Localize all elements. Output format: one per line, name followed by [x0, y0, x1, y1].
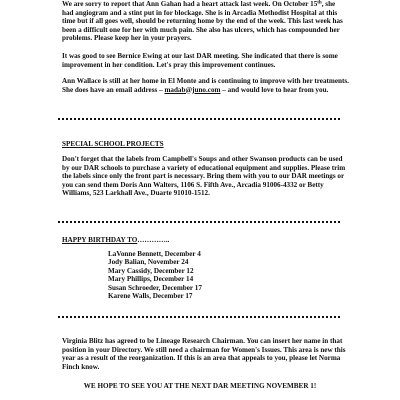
birthday-entry: LaVonne Bennett, December 4	[108, 250, 201, 258]
email-link[interactable]: madab@juno.com	[164, 85, 221, 94]
birthday-entry: Jody Balian, November 24	[108, 258, 189, 267]
health-news-line-3: time but if all goes well, should be returning home by the end of the week. This last week has	[62, 17, 343, 26]
special-projects-heading: SPECIAL SCHOOL PROJECTS	[62, 140, 164, 148]
birthday-heading: HAPPY BIRTHDAY TO	[62, 236, 138, 244]
birthday-entry: Susan Schroeder, December 17	[108, 283, 202, 292]
special-projects-line-5: Williams, 523 Larkhall Ave., Duarte 91010-1512.	[62, 189, 210, 198]
birthday-list	[108, 250, 202, 300]
birthday-heading-row: HAPPY BIRTHDAY TO…………..	[62, 236, 170, 244]
special-projects-line-1: Don't forget that the labels from Campbell's Soups and other Swanson products can be used	[62, 155, 343, 163]
special-projects-line-4: you can send them Doris Ann Walters, 1106 S. Fifth Ave., Arcadia 91006-4332 or Betty	[62, 180, 324, 189]
lineage-line-1: Virginia Blitz has agreed to be Lineage Research Chairman. You can insert her name in that	[62, 337, 343, 345]
section-divider	[58, 316, 340, 318]
closing-message: WE HOPE TO SEE YOU AT THE NEXT DAR MEETING NOVEMBER 1!	[83, 382, 317, 390]
ann-wallace-line-2: She does have an email address – madab@juno.com – and would love to hear from you.	[62, 85, 329, 94]
bernice-line-1: It was good to see Bernice Ewing at our last DAR meeting. She indicated that there is some	[62, 52, 338, 60]
section-divider	[58, 118, 340, 120]
lineage-line-4: Finch know.	[62, 362, 100, 371]
health-news-line-1: We are sorry to report that Ann Gahan had a heart attack last week. On October 15th, she	[62, 0, 336, 8]
lineage-line-3: year as a result of the reorganization. If this is an area that appeals to you, please let Norma	[62, 354, 341, 363]
ann-wallace-line-1: Ann Wallace is still at her home in El Monte and is continuing to improve with her treatments.	[62, 77, 349, 85]
lineage-line-2: position in your Directory. We still need a chairman for Women's Issues. This area is new this	[62, 345, 346, 354]
birthday-entry: Mary Cassidy, December 12	[108, 266, 194, 275]
health-news-line-4: been a difficult one for her with much pain. She also has ulcers, which has compounded her	[62, 25, 340, 34]
special-projects-line-3: the labels since only the front part is necessary. Bring them with you to our DAR meetings or	[62, 172, 345, 181]
birthday-entry: Karene Walls, December 17	[108, 292, 193, 301]
section-divider	[58, 221, 340, 223]
bernice-line-2: improvement in her condition. Let's pray this improvement continues.	[62, 60, 276, 69]
birthday-entry: Mary Phillips, December 14	[108, 275, 194, 284]
special-projects-line-2: by our DAR schools to purchase a variety of educational equipment and supplies. Please trim	[62, 163, 346, 172]
health-news-line-2: had angiogram and a stint put in for blockage. She is in Arcadia Methodist Hospital at this	[62, 8, 338, 17]
health-news-line-5: problems. Please keep her in your prayers.	[62, 34, 192, 43]
